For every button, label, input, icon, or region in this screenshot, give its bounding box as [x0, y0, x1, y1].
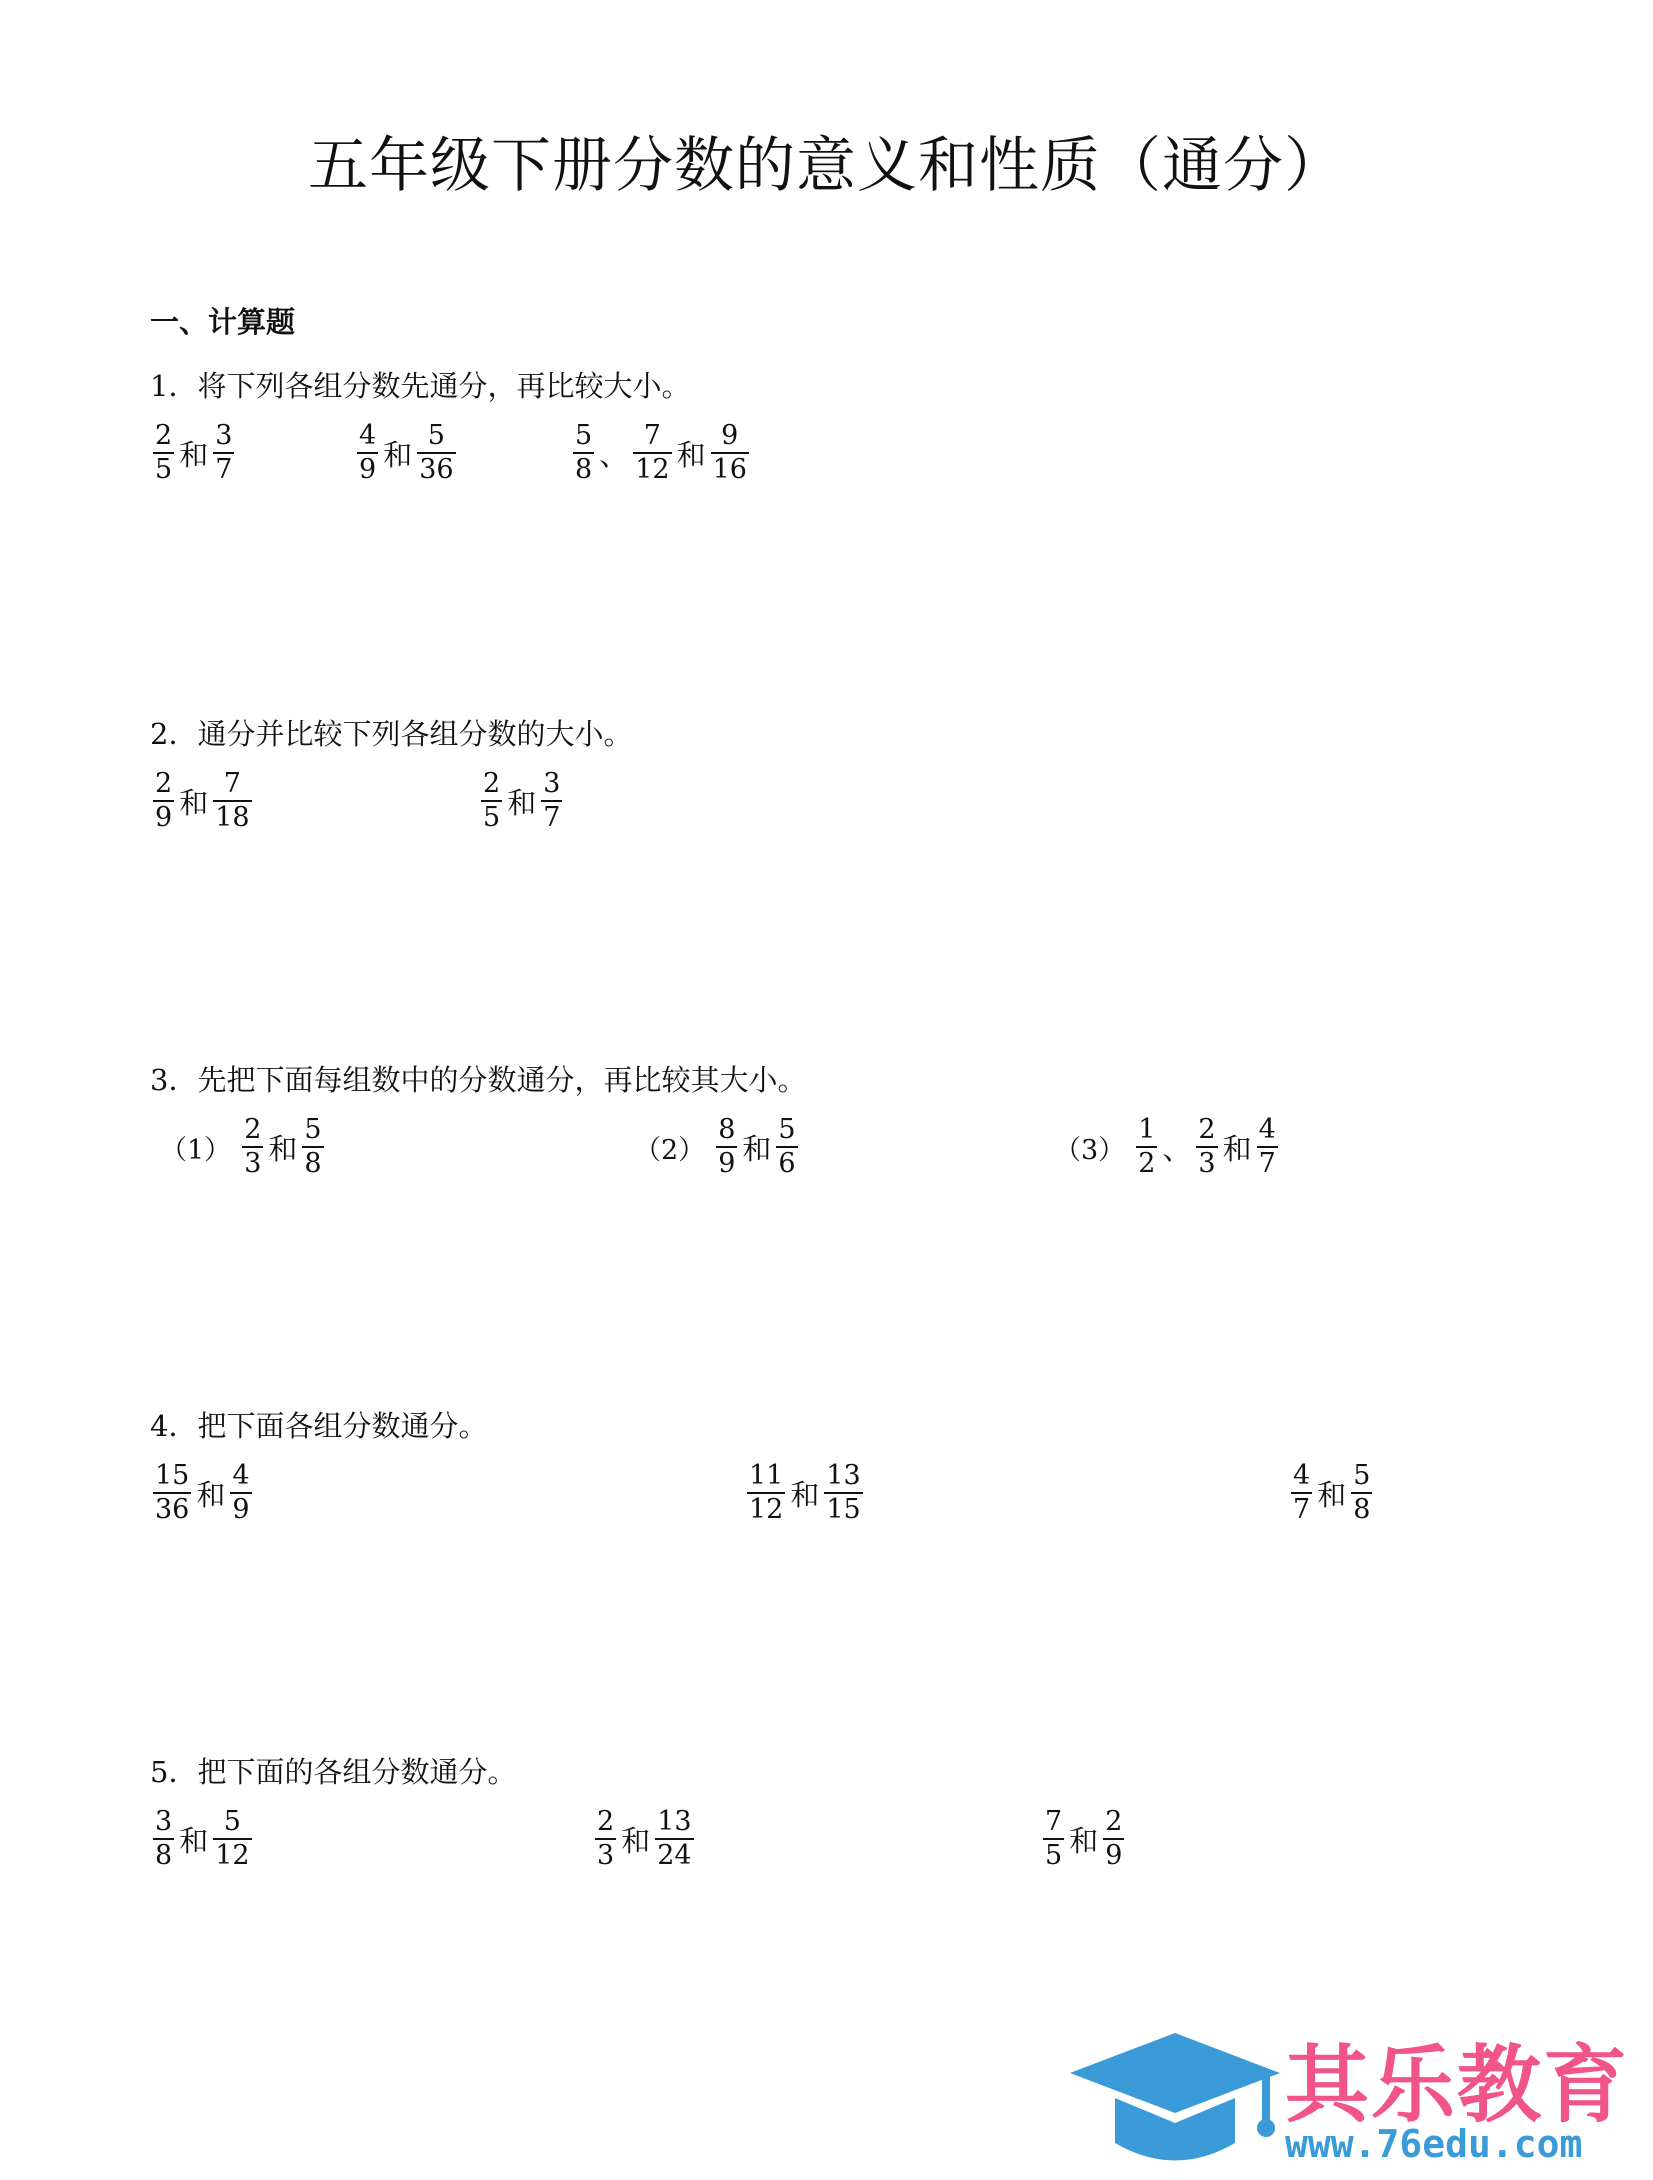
numerator: 5: [304, 1114, 322, 1145]
numerator: 11: [749, 1460, 784, 1491]
fraction-group: [150, 768, 255, 834]
fraction-group: [1040, 1806, 1127, 1872]
fraction: [153, 768, 174, 834]
question-2-text: 2．通分并比较下列各组分数的大小。: [150, 717, 633, 751]
denominator: 5: [1045, 1840, 1063, 1871]
numerator: 7: [223, 768, 241, 799]
fraction: [711, 420, 749, 486]
connector-text: 和: [179, 437, 209, 472]
connector-text: 和: [1222, 1131, 1252, 1166]
numerator: 2: [597, 1806, 615, 1837]
numerator: 2: [155, 768, 173, 799]
denominator: 8: [155, 1840, 173, 1871]
connector-text: 和: [790, 1477, 820, 1512]
numerator: 2: [1198, 1114, 1216, 1145]
denominator: 2: [1138, 1148, 1156, 1179]
denominator: 12: [215, 1840, 250, 1871]
fraction: [213, 420, 234, 486]
fraction-group: [150, 420, 237, 486]
fraction-group: [1288, 1460, 1375, 1526]
numerator: 13: [826, 1460, 861, 1491]
denominator: 9: [155, 802, 173, 833]
fraction: [481, 768, 502, 834]
fraction: [1136, 1114, 1157, 1180]
fraction: [1257, 1114, 1278, 1180]
fraction-group: [478, 768, 565, 834]
item-label: （1）: [160, 1134, 232, 1166]
fraction: [213, 768, 251, 834]
connector-text: 和: [742, 1131, 772, 1166]
fraction-group: [1054, 1114, 1281, 1180]
question-4-fractions: [0, 1460, 1653, 1540]
item-label: （2）: [634, 1134, 706, 1166]
fraction: [1291, 1460, 1312, 1526]
denominator: 18: [215, 802, 250, 833]
denominator: 9: [1105, 1840, 1123, 1871]
fraction-group: [354, 420, 459, 486]
fraction-group: [570, 420, 752, 486]
numerator: 5: [427, 420, 445, 451]
fraction-group: [592, 1806, 697, 1872]
connector-text: 和: [507, 785, 537, 820]
fraction: [302, 1114, 323, 1180]
denominator: 36: [419, 454, 454, 485]
logo-url: www.76edu.com: [1285, 2122, 1583, 2166]
connector-text: 和: [179, 1823, 209, 1858]
fraction: [747, 1460, 785, 1526]
connector-text: 和: [1069, 1823, 1099, 1858]
numerator: 5: [223, 1806, 241, 1837]
fraction-group: [634, 1114, 801, 1180]
denominator: 8: [304, 1148, 322, 1179]
fraction: [573, 420, 594, 486]
numerator: 13: [657, 1806, 692, 1837]
connector-text: 和: [383, 437, 413, 472]
fraction: [1196, 1114, 1217, 1180]
question-1-text: 1．将下列各组分数先通分，再比较大小。: [150, 369, 691, 403]
numerator: 3: [543, 768, 561, 799]
fraction: [824, 1460, 862, 1526]
denominator: 8: [1353, 1494, 1371, 1525]
denominator: 9: [718, 1148, 736, 1179]
fraction: [655, 1806, 693, 1872]
fraction: [417, 420, 455, 486]
numerator: 8: [718, 1114, 736, 1145]
fraction: [357, 420, 378, 486]
denominator: 9: [232, 1494, 250, 1525]
denominator: 36: [155, 1494, 190, 1525]
numerator: 3: [215, 420, 233, 451]
denominator: 8: [575, 454, 593, 485]
numerator: 5: [778, 1114, 796, 1145]
denominator: 12: [749, 1494, 784, 1525]
fraction-group: [744, 1460, 866, 1526]
numerator: 2: [155, 420, 173, 451]
denominator: 12: [635, 454, 670, 485]
page-title: 五年级下册分数的意义和性质（通分）: [308, 131, 1345, 201]
denominator: 7: [1258, 1148, 1276, 1179]
denominator: 16: [712, 454, 747, 485]
connector-text: 、: [599, 437, 629, 472]
connector-text: 和: [268, 1131, 298, 1166]
fraction: [1043, 1806, 1064, 1872]
fraction: [153, 1460, 191, 1526]
numerator: 4: [1258, 1114, 1276, 1145]
numerator: 9: [721, 420, 739, 451]
numerator: 2: [244, 1114, 262, 1145]
numerator: 2: [483, 768, 501, 799]
question-5-text: 5．把下面的各组分数通分。: [150, 1755, 517, 1789]
fraction: [230, 1460, 251, 1526]
numerator: 4: [359, 420, 377, 451]
denominator: 7: [543, 802, 561, 833]
numerator: 4: [232, 1460, 250, 1491]
fraction: [716, 1114, 737, 1180]
fraction: [633, 420, 671, 486]
connector-text: 和: [196, 1477, 226, 1512]
question-3-text: 3．先把下面每组数中的分数通分，再比较其大小。: [150, 1063, 807, 1097]
fraction: [1351, 1460, 1372, 1526]
connector-text: 和: [621, 1823, 651, 1858]
denominator: 5: [155, 454, 173, 485]
question-2-fractions: [0, 768, 1653, 848]
fraction-group: [150, 1460, 255, 1526]
fraction: [595, 1806, 616, 1872]
numerator: 5: [1353, 1460, 1371, 1491]
numerator: 2: [1105, 1806, 1123, 1837]
numerator: 5: [575, 420, 593, 451]
denominator: 9: [359, 454, 377, 485]
fraction: [1103, 1806, 1124, 1872]
numerator: 3: [155, 1806, 173, 1837]
fraction-group: [160, 1114, 327, 1180]
numerator: 1: [1138, 1114, 1156, 1145]
fraction-group: [150, 1806, 255, 1872]
denominator: 5: [483, 802, 501, 833]
question-3-fractions: [0, 1114, 1653, 1194]
fraction: [153, 420, 174, 486]
fraction: [213, 1806, 251, 1872]
logo-brand-name: 其乐教育: [1285, 2036, 1630, 2134]
numerator: 7: [643, 420, 661, 451]
fraction: [776, 1114, 797, 1180]
fraction: [153, 1806, 174, 1872]
denominator: 6: [778, 1148, 796, 1179]
question-1-fractions: [0, 420, 1653, 500]
question-4-text: 4．把下面各组分数通分。: [150, 1409, 488, 1443]
numerator: 4: [1293, 1460, 1311, 1491]
connector-text: 、: [1162, 1131, 1192, 1166]
numerator: 7: [1045, 1806, 1063, 1837]
denominator: 3: [244, 1148, 262, 1179]
connector-text: 和: [179, 785, 209, 820]
section-heading: 一、计算题: [150, 305, 296, 339]
connector-text: 和: [1317, 1477, 1347, 1512]
denominator: 24: [657, 1840, 692, 1871]
numerator: 15: [155, 1460, 190, 1491]
connector-text: 和: [676, 437, 706, 472]
question-5-fractions: [0, 1806, 1653, 1886]
denominator: 7: [1293, 1494, 1311, 1525]
fraction: [541, 768, 562, 834]
denominator: 7: [215, 454, 233, 485]
denominator: 3: [1198, 1148, 1216, 1179]
fraction: [242, 1114, 263, 1180]
denominator: 3: [597, 1840, 615, 1871]
denominator: 15: [826, 1494, 861, 1525]
item-label: （3）: [1054, 1134, 1126, 1166]
